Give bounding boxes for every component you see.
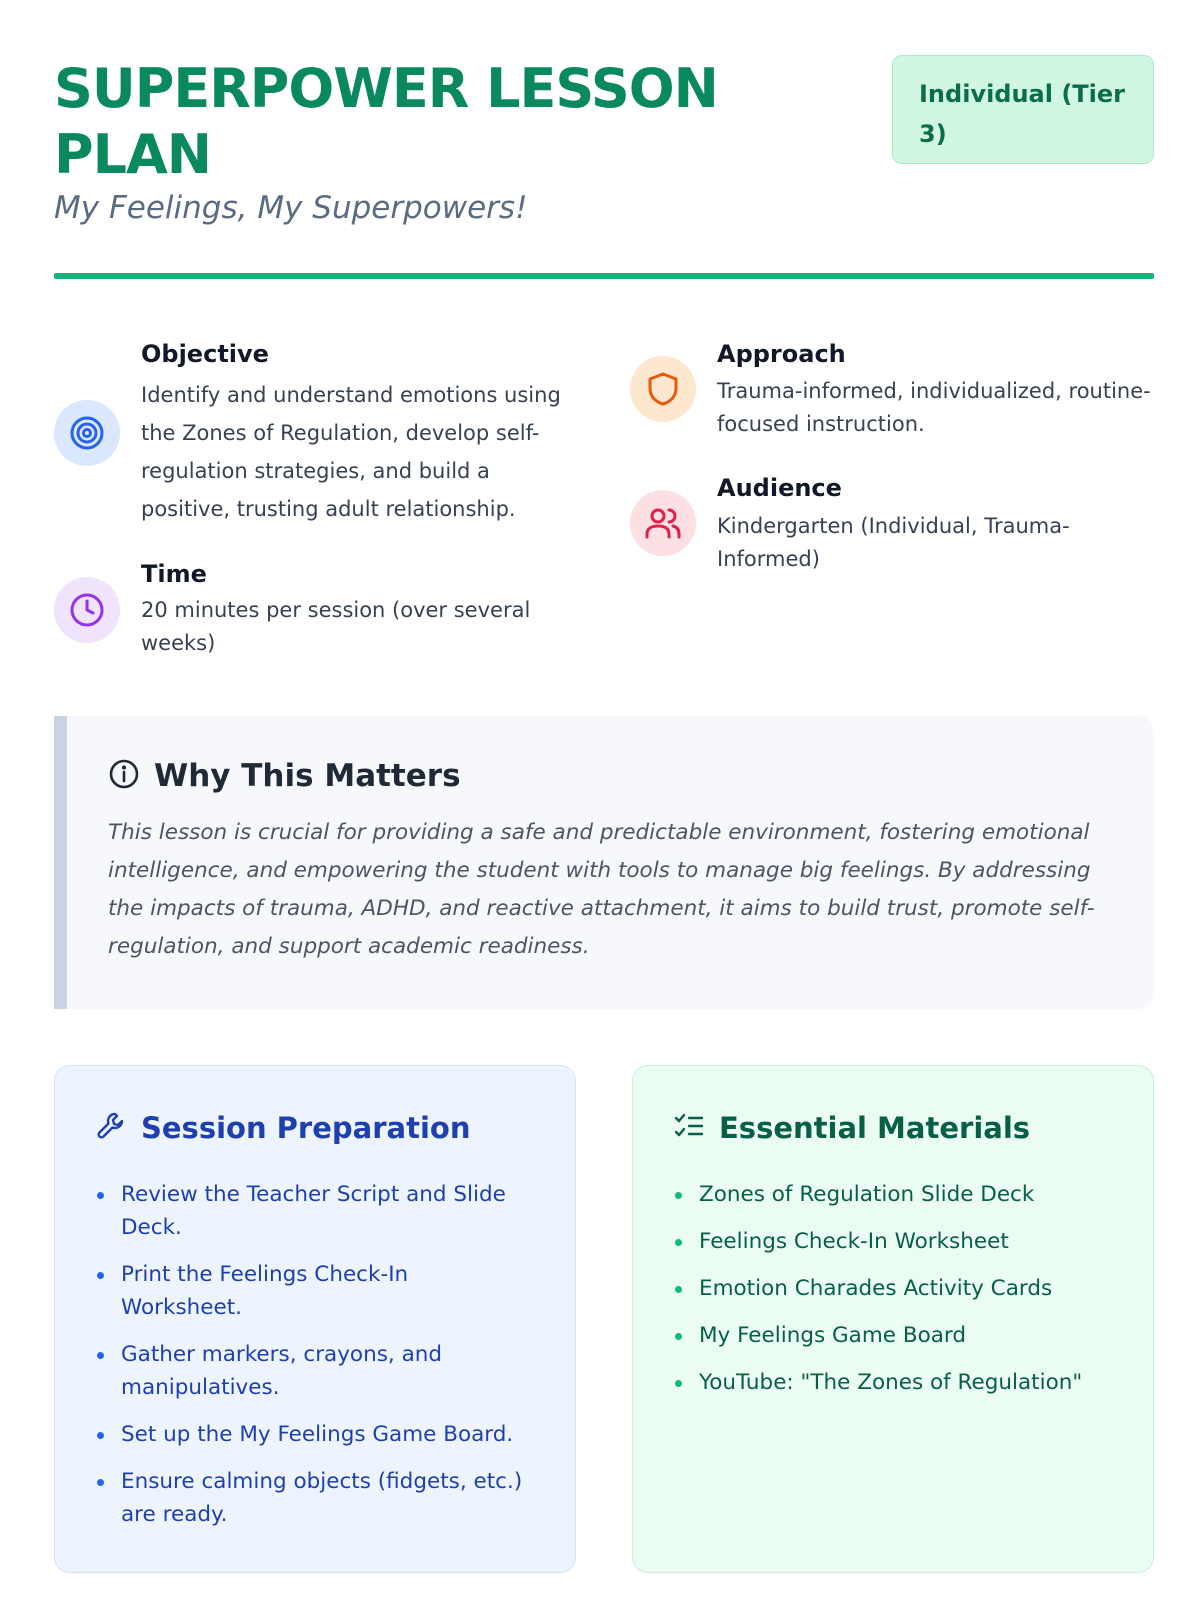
time-label: Time (141, 560, 207, 588)
objective-block (54, 340, 574, 520)
users-icon (630, 490, 696, 556)
list-item: My Feelings Game Board (673, 1319, 1113, 1352)
approach-label: Approach (717, 340, 846, 368)
objective-label: Objective (141, 340, 269, 368)
time-block (54, 560, 574, 660)
shield-icon (630, 356, 696, 422)
list-item: Set up the My Feelings Game Board. (95, 1418, 535, 1451)
list-item: Gather markers, crayons, and manipulatives. (95, 1338, 535, 1404)
clock-icon (54, 577, 120, 643)
preparation-list (95, 1178, 535, 1531)
materials-list (673, 1178, 1113, 1399)
page-subtitle: My Feelings, My Superpowers! (54, 190, 528, 226)
essential-materials-card (632, 1065, 1154, 1573)
session-preparation-card (54, 1065, 576, 1573)
list-item: Feelings Check-In Worksheet (673, 1225, 1113, 1258)
page-title: SUPERPOWER LESSON PLAN (54, 57, 718, 186)
preparation-title: Session Preparation (141, 1111, 471, 1145)
header-divider (54, 273, 1154, 279)
time-text: 20 minutes per session (over several weeks) (141, 598, 531, 655)
why-this-matters-callout (54, 716, 1154, 1009)
tier-badge: Individual (Tier 3) (892, 55, 1154, 164)
approach-block (630, 340, 1160, 440)
target-icon (54, 400, 120, 466)
audience-label: Audience (717, 474, 842, 502)
list-item: Print the Feelings Check-In Worksheet. (95, 1258, 535, 1324)
list-item: Zones of Regulation Slide Deck (673, 1178, 1113, 1211)
wrench-icon (95, 1110, 127, 1146)
list-item: YouTube: "The Zones of Regulation" (673, 1366, 1113, 1399)
list-item: Ensure calming objects (fidgets, etc.) are ready. (95, 1465, 535, 1531)
info-icon (108, 758, 140, 794)
checklist-icon (673, 1110, 705, 1146)
header (54, 56, 1154, 286)
list-item: Emotion Charades Activity Cards (673, 1272, 1113, 1305)
why-title: Why This Matters (154, 758, 461, 794)
objective-text: Identify and understand emotions using the Zones of Regulation, develop self-regulation strategies, and build a positive, trusting adult relationship. (141, 383, 561, 521)
list-item: Review the Teacher Script and Slide Deck. (95, 1178, 535, 1244)
why-text: This lesson is crucial for providing a safe and predictable environment, fostering emotional intelligence, and empowering the student with tools to manage big feelings. By addressing the impacts of trauma, ADHD, and reactive attachment, it aims to build trust, promote self-regulation, and support academic readiness. (108, 820, 1095, 959)
audience-text: Kindergarten (Individual, Trauma-Informed) (717, 514, 1070, 571)
materials-title: Essential Materials (719, 1111, 1031, 1145)
approach-text: Trauma-informed, individualized, routine-focused instruction. (717, 379, 1151, 436)
audience-block (630, 474, 1160, 574)
